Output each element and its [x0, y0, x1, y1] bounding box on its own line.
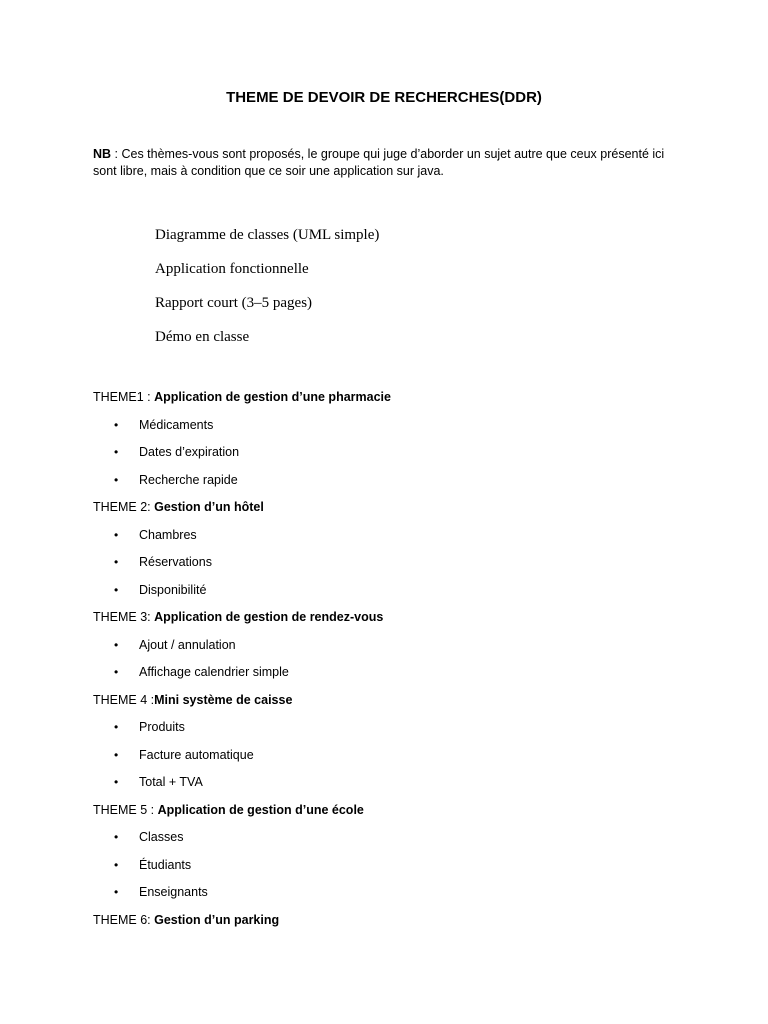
bullet-icon: • — [114, 445, 119, 459]
theme-prefix: THEME 3: — [93, 610, 155, 624]
list-item — [93, 881, 693, 909]
requirement-item: Rapport court (3–5 pages) — [155, 295, 313, 311]
list-item — [93, 716, 693, 744]
theme-prefix: THEME1 : — [93, 390, 155, 404]
bullet-icon: • — [114, 857, 119, 872]
theme-heading-5 — [93, 799, 693, 827]
list-item — [93, 661, 693, 689]
list-item-text: Ajout / annulation — [139, 637, 236, 652]
theme-4-items — [93, 716, 693, 799]
list-item-text: Affichage calendrier simple — [139, 665, 289, 679]
bullet-icon: • — [114, 830, 119, 844]
requirement-item: Démo en classe — [155, 329, 250, 345]
list-item-text: Réservations — [139, 555, 212, 569]
theme-name: Mini système de caisse — [154, 692, 293, 707]
nb-label: NB — [93, 147, 112, 161]
requirement-item: Diagramme de classes (UML simple) — [155, 227, 380, 243]
list-item — [93, 469, 693, 497]
document-title: THEME DE DEVOIR DE RECHERCHES(DDR) — [226, 89, 542, 106]
bullet-icon: • — [114, 527, 119, 542]
bullet-icon: • — [114, 637, 119, 652]
list-item — [93, 551, 693, 579]
list-item-text: Chambres — [139, 527, 197, 542]
list-item-text: Dates d’expiration — [139, 445, 240, 459]
theme-3-items — [93, 634, 693, 689]
list-item-text: Étudiants — [139, 857, 192, 872]
list-item — [93, 524, 693, 552]
theme-prefix: THEME 4 : — [93, 692, 155, 707]
theme-5-items — [93, 826, 693, 909]
theme-heading-2 — [93, 496, 693, 524]
list-item — [93, 744, 693, 772]
list-item-text: Facture automatique — [139, 747, 254, 762]
requirements-list — [155, 224, 379, 360]
bullet-icon: • — [114, 885, 119, 899]
bullet-icon: • — [114, 775, 119, 789]
bullet-icon: • — [114, 665, 119, 679]
themes-section — [93, 386, 693, 936]
theme-heading-3 — [93, 606, 693, 634]
theme-prefix: THEME 5 : — [93, 802, 158, 817]
theme-name: Application de gestion de rendez-vous — [154, 610, 384, 624]
list-item-text: Enseignants — [139, 885, 208, 899]
list-item-text: Recherche rapide — [139, 472, 238, 487]
list-item — [93, 414, 693, 442]
list-item — [93, 441, 693, 469]
theme-name: Gestion d’un parking — [154, 912, 280, 927]
bullet-icon: • — [114, 417, 119, 432]
nb-text: : Ces thèmes-vous sont proposés, le groupe qui juge d’aborder un sujet autre que ceux présenté ici sont libre, mais à condition que ce soir une application sur java. — [93, 147, 665, 178]
list-item-text: Disponibilité — [139, 582, 207, 597]
nb-paragraph — [93, 146, 683, 180]
requirement-item: Application fonctionnelle — [155, 261, 309, 277]
list-item-text: Total + TVA — [139, 775, 203, 789]
theme-1-items — [93, 414, 693, 497]
bullet-icon: • — [114, 582, 119, 597]
list-item-text: Médicaments — [139, 417, 214, 432]
list-item-text: Produits — [139, 720, 185, 734]
list-item — [93, 579, 693, 607]
bullet-icon: • — [114, 555, 119, 569]
theme-name: Application de gestion d’une école — [157, 802, 364, 817]
theme-heading-6 — [93, 909, 693, 937]
theme-prefix: THEME 6: — [93, 912, 155, 927]
theme-heading-1 — [93, 386, 693, 414]
list-item — [93, 634, 693, 662]
bullet-icon: • — [114, 747, 119, 762]
theme-heading-4 — [93, 689, 693, 717]
list-item — [93, 854, 693, 882]
list-item-text: Classes — [139, 830, 184, 844]
bullet-icon: • — [114, 720, 119, 734]
theme-name: Gestion d’un hôtel — [154, 500, 264, 514]
theme-2-items — [93, 524, 693, 607]
theme-name: Application de gestion d’une pharmacie — [154, 390, 391, 404]
bullet-icon: • — [114, 472, 119, 487]
list-item — [93, 826, 693, 854]
list-item — [93, 771, 693, 799]
theme-prefix: THEME 2: — [93, 500, 155, 514]
